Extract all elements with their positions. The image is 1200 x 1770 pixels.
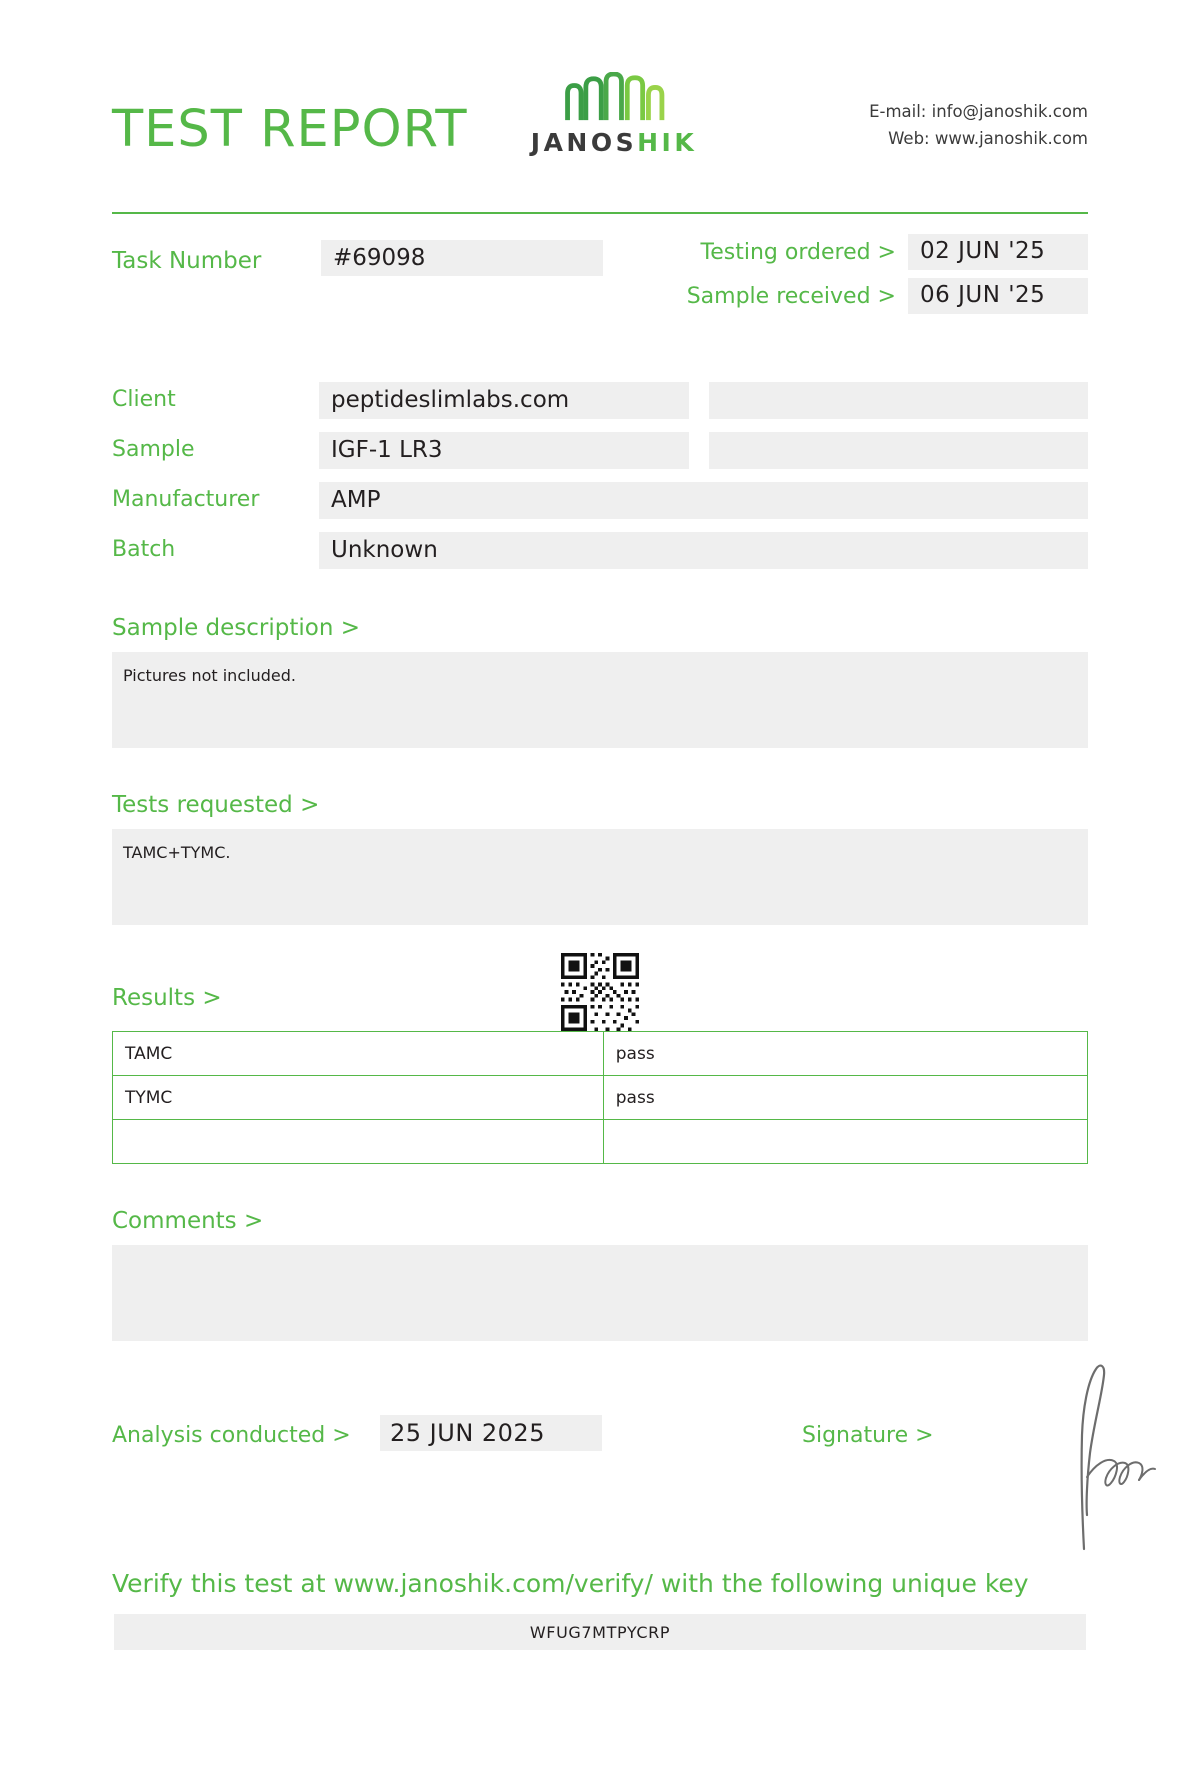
result-value: pass (603, 1032, 1087, 1076)
info-value-manufacturer: AMP (319, 482, 1088, 519)
contact-web: Web: www.janoshik.com (888, 129, 1088, 149)
result-value: pass (603, 1076, 1087, 1120)
analysis-conducted-label: Analysis conducted > (112, 1423, 351, 1448)
results-title: Results > (112, 985, 222, 1011)
info-label-client: Client (112, 387, 176, 412)
info-row-sample (112, 432, 1088, 471)
contact-block (869, 98, 1088, 152)
info-row-batch (112, 532, 1088, 571)
signature-image (1062, 1361, 1172, 1551)
logo-wordmark-dark: JANOS (530, 128, 638, 157)
info-filler-sample (709, 432, 1088, 469)
janoshik-logo (514, 72, 714, 157)
contact-email: E-mail: info@janoshik.com (869, 102, 1088, 121)
table-row (113, 1120, 1088, 1164)
testing-ordered-row (600, 234, 1088, 270)
footer-row (112, 1381, 1088, 1551)
table-row (113, 1032, 1088, 1076)
task-number-label: Task Number (112, 248, 262, 274)
table-row (113, 1076, 1088, 1120)
header-divider (112, 212, 1088, 214)
dates-block (600, 234, 1088, 322)
logo-wordmark (514, 128, 714, 157)
results-header (112, 969, 1088, 1031)
result-value (603, 1120, 1087, 1164)
info-value-client: peptideslimlabs.com (319, 382, 689, 419)
sample-received-value: 06 JUN '25 (908, 278, 1088, 314)
comments-title: Comments > (112, 1208, 264, 1234)
sample-description-box: Pictures not included. (112, 652, 1088, 748)
info-value-sample: IGF-1 LR3 (319, 432, 689, 469)
task-number-value: #69098 (321, 240, 603, 276)
info-label-sample: Sample (112, 437, 195, 462)
logo-wordmark-green: HIK (637, 128, 698, 157)
info-filler-client (709, 382, 1088, 419)
info-row-manufacturer (112, 482, 1088, 521)
task-row (112, 234, 1088, 330)
result-name (113, 1120, 604, 1164)
sample-received-label: Sample received > (686, 283, 896, 309)
sample-received-row (600, 278, 1088, 314)
document-content (112, 0, 1088, 1650)
logo-mark-icon (556, 72, 672, 124)
result-name: TYMC (113, 1076, 604, 1120)
results-table (112, 1031, 1088, 1164)
info-label-batch: Batch (112, 537, 176, 562)
verify-text: Verify this test at www.janoshik.com/verify/ with the following unique key (112, 1569, 1029, 1598)
info-row-client (112, 382, 1088, 421)
info-grid (112, 382, 1088, 571)
qr-code-icon (558, 953, 642, 1031)
info-value-batch: Unknown (319, 532, 1088, 569)
document-header (112, 62, 1088, 202)
unique-key-box: WFUG7MTPYCRP (114, 1614, 1086, 1650)
sample-description-title: Sample description > (112, 615, 361, 641)
result-name: TAMC (113, 1032, 604, 1076)
tests-requested-title: Tests requested > (112, 792, 320, 818)
analysis-conducted-value: 25 JUN 2025 (380, 1415, 602, 1451)
signature-label: Signature > (802, 1423, 934, 1448)
tests-requested-box: TAMC+TYMC. (112, 829, 1088, 925)
info-label-manufacturer: Manufacturer (112, 487, 260, 512)
testing-ordered-label: Testing ordered > (700, 239, 896, 265)
testing-ordered-value: 02 JUN '25 (908, 234, 1088, 270)
comments-box (112, 1245, 1088, 1341)
page-title: TEST REPORT (112, 100, 468, 159)
